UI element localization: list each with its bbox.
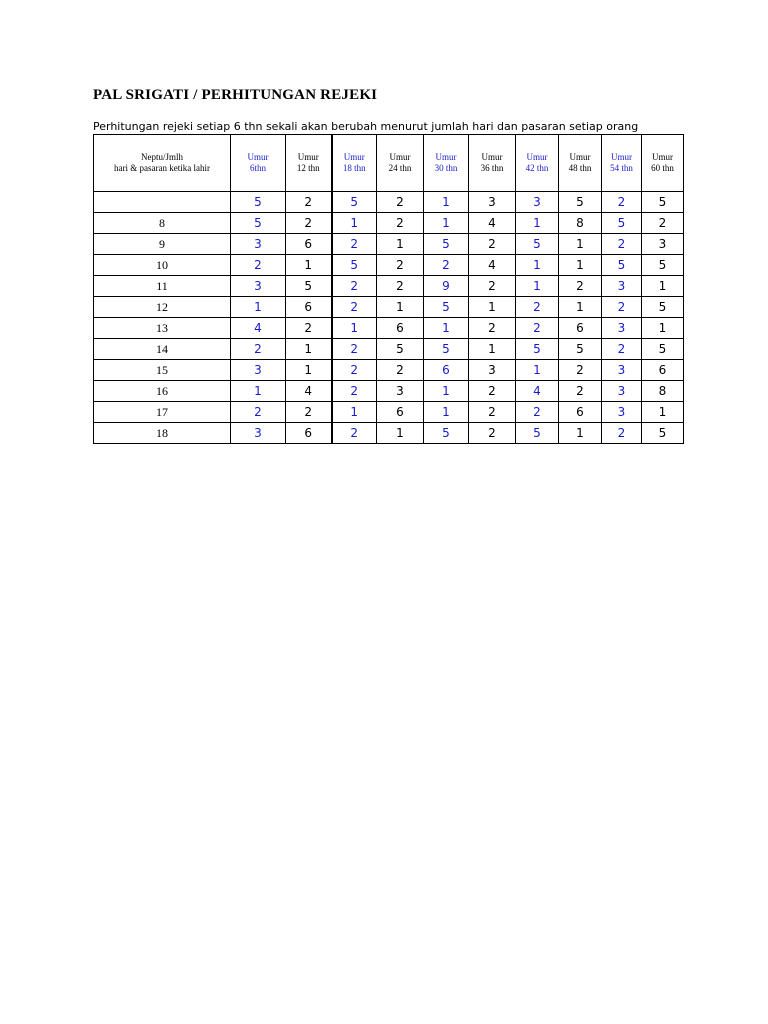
value-cell: 2 [377,360,424,381]
rejeki-table [93,134,684,444]
neptu-cell: 17 [94,402,231,423]
value-cell: 4 [469,255,516,276]
value-cell: 6 [286,297,332,318]
value-cell: 5 [516,234,559,255]
value-cell: 5 [642,339,684,360]
value-cell: 1 [642,318,684,339]
value-cell: 6 [559,318,602,339]
neptu-header [94,135,231,192]
value-cell: 1 [424,381,469,402]
value-cell: 1 [559,423,602,444]
value-cell: 1 [424,402,469,423]
value-cell: 5 [642,297,684,318]
value-cell: 5 [231,213,286,234]
table-row [94,360,684,381]
value-cell: 2 [332,423,377,444]
value-cell: 2 [516,297,559,318]
age-column-header [469,135,516,192]
value-cell: 3 [516,192,559,213]
value-cell: 2 [377,276,424,297]
neptu-cell: 12 [94,297,231,318]
neptu-cell: 14 [94,339,231,360]
value-cell: 1 [286,255,332,276]
value-cell: 1 [286,360,332,381]
value-cell: 3 [602,318,642,339]
value-cell: 2 [377,213,424,234]
value-cell: 2 [377,255,424,276]
value-cell: 2 [469,234,516,255]
neptu-cell: 13 [94,318,231,339]
value-cell: 4 [516,381,559,402]
age-header-line1: Umur [652,152,673,162]
age-header-line2: 36 thn [480,163,504,173]
value-cell: 3 [602,402,642,423]
value-cell: 5 [424,297,469,318]
neptu-cell: 11 [94,276,231,297]
value-cell: 3 [231,276,286,297]
value-cell: 2 [469,318,516,339]
table-row [94,276,684,297]
neptu-cell: 8 [94,213,231,234]
document-intro: Perhitungan rejeki setiap 6 thn sekali akan berubah menurut jumlah hari dan pasaran setiap orang [93,120,639,133]
value-cell: 3 [469,192,516,213]
value-cell: 8 [559,213,602,234]
value-cell: 6 [286,234,332,255]
age-header-line2: 6thn [249,163,266,173]
value-cell: 2 [332,360,377,381]
value-cell: 2 [332,276,377,297]
value-cell: 5 [516,339,559,360]
value-cell: 2 [559,381,602,402]
neptu-cell: 18 [94,423,231,444]
value-cell: 2 [602,297,642,318]
value-cell: 8 [642,381,684,402]
value-cell: 5 [332,192,377,213]
value-cell: 2 [377,192,424,213]
value-cell: 2 [424,255,469,276]
age-header-line2: 54 thn [610,163,633,173]
value-cell: 2 [602,423,642,444]
value-cell: 1 [642,402,684,423]
value-cell: 2 [231,339,286,360]
value-cell: 2 [602,192,642,213]
age-column-header [516,135,559,192]
value-cell: 1 [377,423,424,444]
value-cell: 2 [559,360,602,381]
value-cell: 1 [516,255,559,276]
value-cell: 2 [559,276,602,297]
value-cell: 5 [332,255,377,276]
value-cell: 2 [469,381,516,402]
value-cell: 1 [424,213,469,234]
value-cell: 6 [377,402,424,423]
value-cell: 9 [424,276,469,297]
age-header-line2: 42 thn [525,163,549,173]
value-cell: 6 [424,360,469,381]
value-cell: 5 [602,255,642,276]
value-cell: 3 [602,276,642,297]
value-cell: 2 [286,402,332,423]
value-cell: 1 [377,234,424,255]
value-cell: 6 [642,360,684,381]
age-header-line1: Umur [435,152,457,162]
age-header-line1: Umur [343,152,365,162]
value-cell: 3 [602,381,642,402]
value-cell: 2 [516,402,559,423]
age-header-line1: Umur [611,152,632,162]
value-cell: 2 [286,318,332,339]
age-header-line2: 30 thn [434,163,458,173]
value-cell: 1 [286,339,332,360]
age-header-line2: 24 thn [388,163,412,173]
value-cell: 2 [332,381,377,402]
neptu-cell: 16 [94,381,231,402]
value-cell: 5 [424,339,469,360]
value-cell: 5 [642,423,684,444]
value-cell: 5 [424,234,469,255]
table-row [94,402,684,423]
neptu-cell: 10 [94,255,231,276]
value-cell: 5 [516,423,559,444]
age-header-line2: 60 thn [651,163,674,173]
age-header-line1: Umur [526,152,548,162]
table-row [94,339,684,360]
age-column-header [332,135,377,192]
value-cell: 1 [559,234,602,255]
value-cell: 1 [231,381,286,402]
table-row [94,255,684,276]
age-header-line1: Umur [297,152,319,162]
value-cell: 3 [377,381,424,402]
value-cell: 1 [332,213,377,234]
value-cell: 1 [516,213,559,234]
value-cell: 5 [231,192,286,213]
neptu-header-line2: hari & pasaran ketika lahir [114,163,210,173]
age-column-header [286,135,332,192]
value-cell: 1 [377,297,424,318]
value-cell: 6 [559,402,602,423]
value-cell: 4 [286,381,332,402]
neptu-cell: 9 [94,234,231,255]
age-column-header [602,135,642,192]
value-cell: 2 [286,213,332,234]
table-row [94,234,684,255]
document-title: PAL SRIGATI / PERHITUNGAN REJEKI [93,87,378,103]
value-cell: 1 [424,318,469,339]
age-header-line1: Umur [389,152,411,162]
value-cell: 1 [516,276,559,297]
value-cell: 3 [231,423,286,444]
age-column-header [424,135,469,192]
value-cell: 2 [332,297,377,318]
value-cell: 2 [332,234,377,255]
age-header-line1: Umur [247,152,269,162]
age-column-header [377,135,424,192]
value-cell: 2 [469,402,516,423]
value-cell: 1 [424,192,469,213]
table-row [94,297,684,318]
value-cell: 2 [469,423,516,444]
value-cell: 1 [231,297,286,318]
table-row [94,423,684,444]
value-cell: 6 [286,423,332,444]
value-cell: 5 [642,255,684,276]
value-cell: 3 [231,234,286,255]
value-cell: 2 [602,234,642,255]
age-column-header [559,135,602,192]
age-header-line2: 12 thn [296,163,320,173]
value-cell: 3 [642,234,684,255]
value-cell: 2 [602,339,642,360]
age-column-header [231,135,286,192]
age-header-line1: Umur [481,152,503,162]
value-cell: 3 [231,360,286,381]
value-cell: 1 [469,297,516,318]
value-cell: 5 [559,339,602,360]
value-cell: 2 [286,192,332,213]
value-cell: 5 [286,276,332,297]
neptu-cell [94,192,231,213]
value-cell: 6 [377,318,424,339]
table-body [94,192,684,444]
age-header-line2: 18 thn [342,163,366,173]
value-cell: 2 [231,255,286,276]
neptu-cell: 15 [94,360,231,381]
value-cell: 5 [642,192,684,213]
value-cell: 1 [332,402,377,423]
table-row [94,213,684,234]
value-cell: 3 [602,360,642,381]
table-row [94,381,684,402]
value-cell: 5 [377,339,424,360]
value-cell: 1 [559,255,602,276]
value-cell: 1 [642,276,684,297]
value-cell: 1 [516,360,559,381]
value-cell: 1 [559,297,602,318]
value-cell: 2 [469,276,516,297]
age-column-header [642,135,684,192]
value-cell: 3 [469,360,516,381]
age-header-line1: Umur [569,152,591,162]
value-cell: 1 [332,318,377,339]
value-cell: 2 [231,402,286,423]
value-cell: 4 [231,318,286,339]
table-header-row [94,135,684,192]
value-cell: 5 [424,423,469,444]
value-cell: 1 [469,339,516,360]
age-header-line2: 48 thn [568,163,592,173]
value-cell: 2 [332,339,377,360]
value-cell: 5 [602,213,642,234]
value-cell: 4 [469,213,516,234]
value-cell: 2 [642,213,684,234]
table-row [94,318,684,339]
value-cell: 2 [516,318,559,339]
table-row [94,192,684,213]
value-cell: 5 [559,192,602,213]
neptu-header-line1: Neptu/Jmlh [141,152,183,162]
